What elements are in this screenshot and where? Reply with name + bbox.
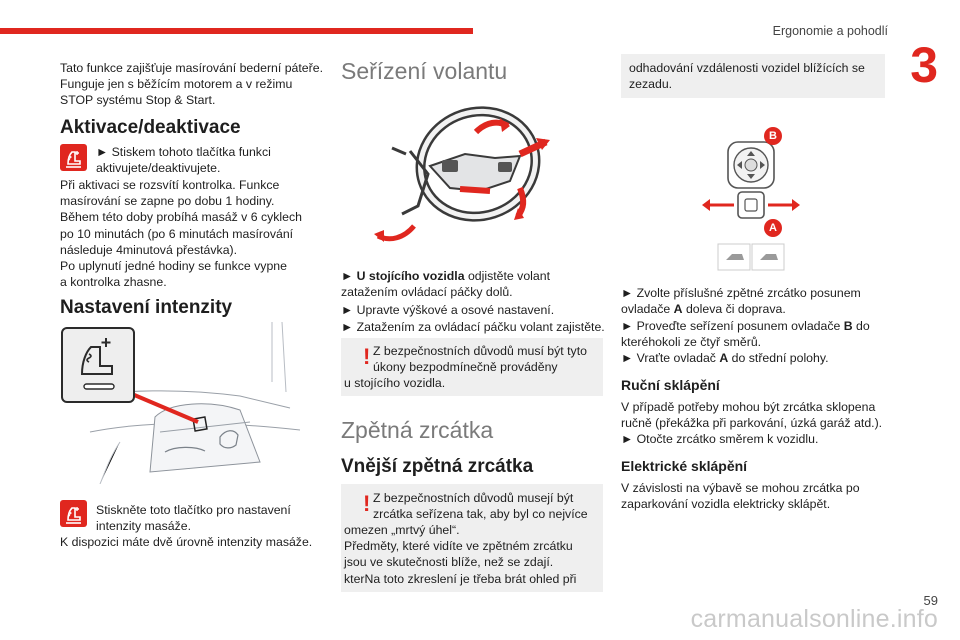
continued-warning-box: odhadování vzdálenosti vozidel blížících se zezadu. bbox=[621, 54, 885, 98]
electric-folding-body: V závislosti na výbavě se mohou zrcátka po zaparkování vozidla elektricky sklápět. bbox=[621, 481, 860, 512]
manual-folding-body: V případě potřeby mohou být zrcátka sklopena ručně (překážka při parkování, úzká garáž atd.). ► Otočte zrcátko směrem k vozidlu. bbox=[621, 400, 883, 447]
seat-control-illustration bbox=[60, 322, 310, 484]
intensity-heading: Nastavení intenzity bbox=[60, 297, 233, 318]
warning-icon: ! bbox=[363, 491, 371, 516]
activation-body: Při aktivaci se rozsvítí kontrolka. Funkce masírování se zapne po dobu 1 hodiny. Během této doby probíhá masáž v 6 cyklech po 10 minutách (po 6 minutách masírování následuje 4minutová přestávka). Po uplynutí jedné hodiny se funkce vypne a kontrolka zhasne. bbox=[60, 178, 302, 290]
electric-folding-heading: Elektrické sklápění bbox=[621, 458, 748, 474]
chapter-title: Ergonomie a pohodlí bbox=[772, 24, 888, 38]
chapter-number: 3 bbox=[910, 37, 938, 93]
steering-step-3: ► Zatažením za ovládací páčku volant zajistěte. bbox=[341, 320, 605, 334]
massage-intensity-button-icon bbox=[60, 500, 87, 527]
mirror-step-3: ► Vraťte ovladač A do střední polohy. bbox=[621, 351, 829, 365]
safety-warning-box-1: ! Z bezpečnostních důvodů musí být tyto úkony bezpodmínečně prováděny u stojícího vozidla. bbox=[341, 338, 603, 396]
steering-step-1: ► U stojícího vozidla odjistěte volant zatažením ovládací páčky dolů. bbox=[341, 269, 550, 300]
mirrors-heading: Zpětná zrcátka bbox=[341, 417, 494, 443]
mirror-control-illustration bbox=[700, 126, 840, 276]
intensity-body: K dispozici máte dvě úrovně intenzity masáže. bbox=[60, 535, 313, 549]
warning-icon: ! bbox=[363, 344, 371, 369]
header-accent-bar bbox=[0, 28, 473, 34]
page-number: 59 bbox=[923, 593, 938, 608]
intro-text: Tato funkce zajišťuje masírování bederní páteře. Funguje jen s běžícím motorem a v režimu STOP systému Stop & Start. bbox=[60, 61, 323, 108]
activation-step: ► Stiskem tohoto tlačítka funkci aktivujete/deaktivujete. bbox=[96, 145, 271, 176]
steering-step-2: ► Upravte výškové a osové nastavení. bbox=[341, 303, 555, 317]
massage-button-icon bbox=[60, 144, 87, 171]
label-b-badge: B bbox=[764, 127, 782, 145]
safety-warning-box-2: ! Z bezpečnostních důvodů musejí být zrcátka seřízena tak, aby byl co nejvíce omezen „mrtvý úhel“. Předměty, které vidíte ve zpětném zrcátku jsou ve skutečnosti blíže, než se zdají. kterNa toto zkreslení je třeba brát ohled při bbox=[341, 484, 603, 592]
mirror-step-1: ► Zvolte příslušné zpětné zrcátko posunem ovladače A doleva či doprava. bbox=[621, 286, 861, 317]
label-a-badge: A bbox=[764, 219, 782, 237]
mirror-step-2: ► Proveďte seřízení posunem ovladače B do kteréhokoli ze čtyř směrů. bbox=[621, 319, 870, 350]
exterior-mirrors-heading: Vnější zpětná zrcátka bbox=[341, 456, 534, 477]
steering-wheel-illustration bbox=[370, 96, 560, 251]
manual-folding-heading: Ruční sklápění bbox=[621, 377, 720, 393]
watermark: carmanualsonline.info bbox=[690, 605, 938, 633]
intensity-step: Stiskněte toto tlačítko pro nastavení intenzity masáže. bbox=[96, 503, 291, 534]
activation-heading: Aktivace/deaktivace bbox=[60, 117, 241, 138]
steering-heading: Seřízení volantu bbox=[341, 58, 508, 84]
